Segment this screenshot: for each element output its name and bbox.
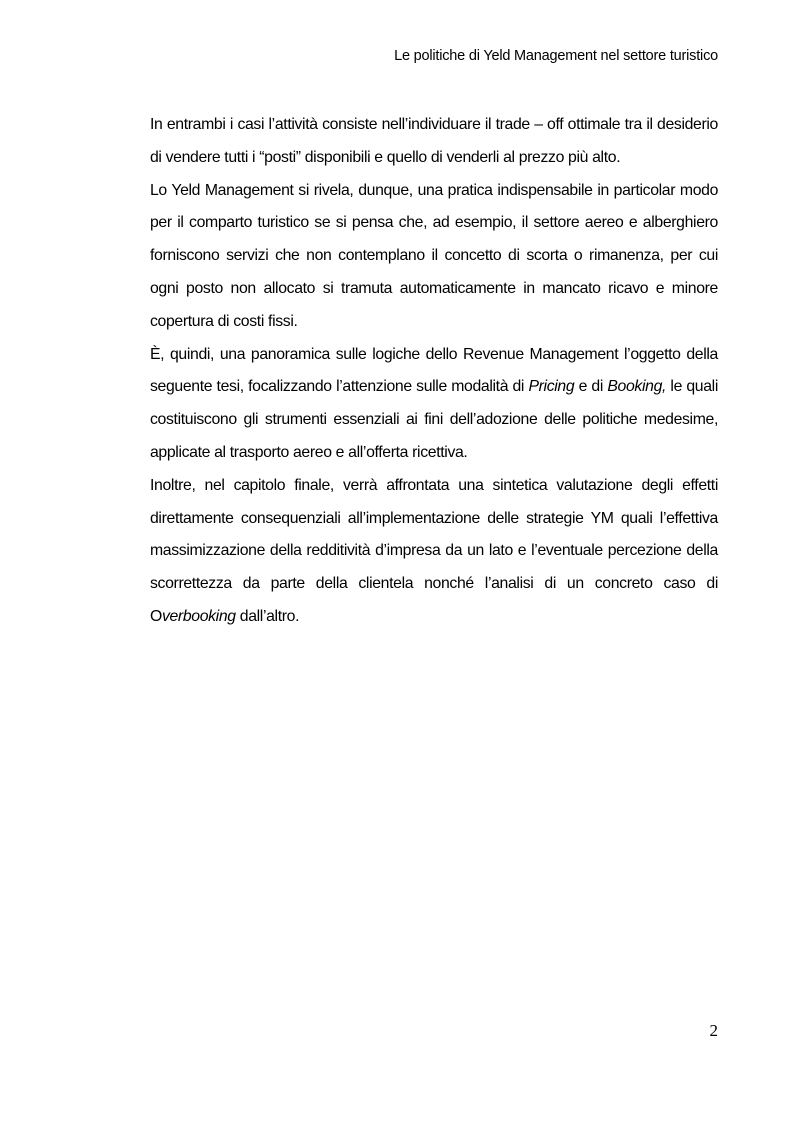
text-span: È, quindi, una panoramica sulle logiche dello Revenue Management l’oggetto della seguente tesi, focalizzando l’attenzione sulle modalità di	[150, 345, 718, 396]
italic-term-overbooking: verbooking	[161, 607, 236, 625]
paragraph-thesis-overview	[150, 339, 718, 470]
text-span: Inoltre, nel capitolo finale, verrà affrontata una sintetica valutazione degli effetti direttamente consequenziali all’implementazione delle strategie YM quali l’effettiva massimizzazione della redditività d’impresa da un lato e l’eventuale percezione della scorrettezza da parte della clientela nonché l’analisi di un concreto caso di O	[150, 476, 718, 625]
italic-term-booking: Booking,	[607, 378, 667, 396]
running-header: Le politiche di Yeld Management nel settore turistico	[394, 48, 718, 64]
paragraph-yeld-management: Lo Yeld Management si rivela, dunque, una pratica indispensabile in particolar modo per il comparto turistico se si pensa che, ad esempio, il settore aereo e alberghiero forniscono servizi che non contemplano il concetto di scorta o rimanenza, per cui ogni posto non allocato si tramuta automaticamente in mancato ricavo e minore copertura di costi fissi.	[150, 181, 718, 330]
text-span: e di	[574, 378, 608, 396]
text-span: dall’altro.	[235, 607, 300, 625]
page-number: 2	[709, 1021, 718, 1040]
text-span: le quali costituiscono gli strumenti essenziali ai fini dell’adozione delle politiche medesime, applicate al trasporto aereo e all’offerta ricettiva.	[150, 378, 718, 461]
paragraph-final-chapter	[150, 470, 718, 634]
body-text	[150, 109, 718, 634]
italic-term-pricing: Pricing	[528, 378, 575, 396]
paragraph-trade-off: In entrambi i casi l’attività consiste nell’individuare il trade – off ottimale tra il desiderio di vendere tutti i “posti” disponibili e quello di venderli al prezzo più alto.	[150, 116, 718, 166]
